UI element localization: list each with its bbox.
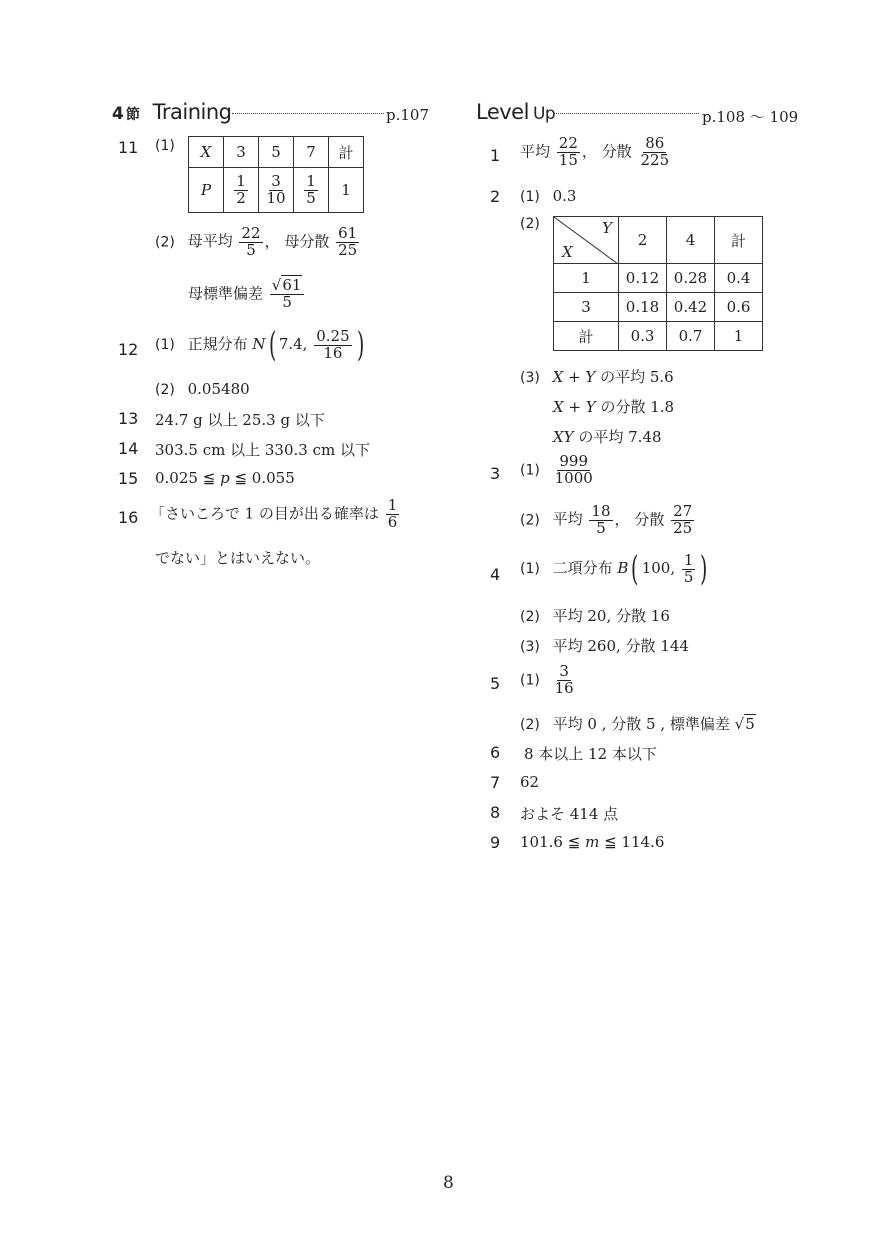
math-symbol: N (252, 335, 266, 353)
fraction: $\frac{86}{225}$ (640, 134, 670, 169)
page-ref: p.107 (386, 106, 430, 124)
part-label: (1) (520, 462, 540, 479)
answer-line (520, 605, 670, 626)
table-cell: 1 (554, 264, 619, 293)
section-title-suffix: Up (532, 104, 556, 124)
sqrt-expression: √5 (734, 715, 755, 733)
fraction: $\frac{3}{16}$ (554, 662, 574, 697)
part-label: (3) (520, 370, 540, 386)
header-leader-dots (553, 113, 699, 114)
answer-text: ≦ 114.6 (604, 833, 665, 851)
answer-text: 正規分布 (187, 335, 248, 353)
answer-text: 平均 0 , 分散 5 , 標準偏差 (552, 715, 730, 733)
answer-text: 0.3 (552, 187, 577, 205)
table-header-cell: 計 (715, 217, 763, 264)
answer-text: 303.5 cm 以上 330.3 cm 以下 (155, 441, 370, 459)
part-label: (1) (520, 561, 540, 577)
table-cell: 0.28 (667, 264, 715, 293)
fraction: $\frac{61}{25}$ (338, 224, 358, 259)
question-number: 3 (490, 464, 501, 483)
answer-line (155, 380, 250, 398)
table-cell: 0.18 (619, 293, 667, 322)
table-corner-cell (554, 217, 619, 264)
fraction: $\frac{22}{5}$ (241, 224, 261, 259)
answer-text: 「さいころで 1 の目が出る確率は (150, 504, 379, 523)
answer-text: 101.6 ≦ (520, 833, 581, 851)
answer-text: 母平均 (187, 232, 233, 251)
part-label: (2) (520, 609, 540, 625)
section-suffix: 節 (125, 107, 140, 123)
answer-line (553, 426, 662, 447)
answer-text: 7.4, (278, 335, 308, 353)
answer-text: でない」とはいえない。 (155, 549, 321, 567)
answer-text: 平均 (552, 510, 583, 529)
separator: ， (581, 142, 597, 161)
separator: ， (264, 232, 280, 251)
table-header-cell: 4 (667, 217, 715, 264)
answer-line (520, 635, 689, 656)
answer-text: 62 (520, 773, 540, 791)
table-cell: 0.7 (667, 322, 715, 351)
table-cell: 0.6 (715, 293, 763, 322)
answer-line (520, 454, 597, 487)
answer-text: の平均 7.48 (578, 428, 662, 446)
answer-line (155, 469, 295, 487)
part-label: (1) (520, 672, 540, 689)
fraction: $\frac{√61}{5}$ (270, 278, 305, 311)
corner-label: X (562, 243, 573, 261)
probability-table (188, 136, 364, 213)
part-label: (1) (520, 189, 540, 205)
section-title: Level (476, 100, 529, 124)
part-label: (1) (155, 138, 175, 154)
table-header-cell: 2 (619, 217, 667, 264)
corner-label: Y (602, 219, 612, 237)
table-cell: 1 (715, 322, 763, 351)
answer-line (520, 504, 696, 537)
answer-text: 0.025 ≦ (155, 469, 216, 487)
question-number: 13 (118, 409, 139, 428)
table-cell: 0.42 (667, 293, 715, 322)
answer-text: 平均 260, 分散 144 (552, 637, 689, 655)
answer-text: 8 本以上 12 本以下 (524, 745, 657, 763)
answer-text: 100, (641, 559, 676, 577)
fraction: $\frac{1}{6}$ (387, 496, 398, 531)
separator: ， (614, 510, 630, 529)
table-header-cell: X (189, 137, 224, 168)
math-symbol: B (617, 559, 629, 577)
math-expression: X + Y (553, 398, 596, 416)
answer-text: 分散 (601, 142, 632, 161)
part-label: (1) (155, 337, 175, 353)
question-number: 6 (490, 743, 501, 762)
level-up-header (476, 100, 555, 124)
question-number: 5 (490, 674, 501, 693)
joint-distribution-table (553, 216, 763, 351)
answer-line (520, 187, 576, 205)
math-expression: XY (553, 428, 574, 446)
table-cell: $\frac{1}{2}$ (224, 168, 259, 213)
question-number: 14 (118, 439, 139, 458)
answer-line (520, 833, 664, 851)
answer-line (188, 278, 306, 311)
answer-text: およそ 414 点 (520, 805, 619, 823)
answer-text: 0.05480 (187, 380, 250, 398)
part-label: (2) (155, 234, 175, 251)
header-leader-dots (232, 113, 384, 114)
math-expression: X + Y (552, 368, 596, 386)
question-number: 7 (490, 773, 501, 792)
answer-line (520, 664, 578, 697)
question-number: 8 (490, 803, 501, 822)
answer-text: の分散 1.8 (600, 398, 675, 416)
table-cell: 0.3 (619, 322, 667, 351)
table-cell: $\frac{1}{5}$ (294, 168, 329, 213)
answer-text: 24.7 g 以上 25.3 g 以下 (155, 411, 325, 429)
question-number: 2 (490, 187, 501, 206)
fraction: $\frac{1}{5}$ (683, 550, 694, 586)
answer-text: 平均 20, 分散 16 (552, 607, 670, 625)
table-header-cell: 7 (294, 137, 329, 168)
fraction: $\frac{18}{5}$ (591, 502, 611, 537)
table-cell: 計 (554, 322, 619, 351)
part-label: (2) (520, 512, 540, 529)
table-cell: 0.4 (715, 264, 763, 293)
table-cell: 0.12 (619, 264, 667, 293)
answer-line: (1) 正規分布 N( 7.4, $\frac{0.25}{16}$ ) (155, 325, 364, 365)
answer-text: 二項分布 (552, 559, 613, 577)
question-number: 11 (118, 138, 139, 157)
answer-text: 母分散 (284, 232, 330, 251)
answer-line (520, 136, 673, 169)
answer-text: ≦ 0.055 (234, 469, 295, 487)
part-label: (3) (520, 639, 540, 655)
section-header (112, 100, 232, 124)
fraction: $\frac{0.25}{16}$ (316, 326, 350, 362)
answer-line (155, 226, 361, 259)
table-cell: 1 (329, 168, 364, 213)
question-number: 12 (118, 340, 139, 359)
answer-line: (1) 二項分布 B( 100, $\frac{1}{5}$ ) (520, 549, 708, 589)
answer-text: 平均 (520, 142, 551, 161)
answer-text: 母標準偏差 (188, 284, 264, 303)
table-row-label: P (189, 168, 224, 213)
table-header-cell: 計 (329, 137, 364, 168)
question-number: 15 (118, 469, 139, 488)
part-label: (2) (520, 216, 540, 232)
answer-line (150, 498, 401, 531)
answer-line (553, 396, 674, 417)
table-header-cell: 5 (259, 137, 294, 168)
answer-text: 分散 (634, 510, 665, 529)
table-cell: 3 (554, 293, 619, 322)
table-cell: $\frac{3}{10}$ (259, 168, 294, 213)
part-label: (2) (155, 382, 175, 398)
question-number: 16 (118, 508, 139, 527)
page-number: 8 (443, 1173, 454, 1193)
section-number: 4 (112, 104, 124, 124)
question-number: 4 (490, 565, 501, 584)
fraction: $\frac{22}{15}$ (558, 134, 578, 169)
fraction: $\frac{999}{1000}$ (554, 452, 593, 487)
fraction: $\frac{27}{25}$ (673, 502, 693, 537)
answer-line (520, 366, 674, 387)
question-number: 1 (490, 146, 501, 165)
table-header-cell: 3 (224, 137, 259, 168)
answer-text: の平均 5.6 (600, 368, 674, 386)
question-number: 9 (490, 833, 501, 852)
math-symbol: p (220, 469, 230, 487)
page-ref: p.108 〜 109 (702, 108, 799, 126)
section-title: Training (152, 100, 232, 124)
math-symbol: m (585, 833, 600, 851)
answer-line (520, 713, 756, 734)
part-label: (2) (520, 717, 540, 733)
